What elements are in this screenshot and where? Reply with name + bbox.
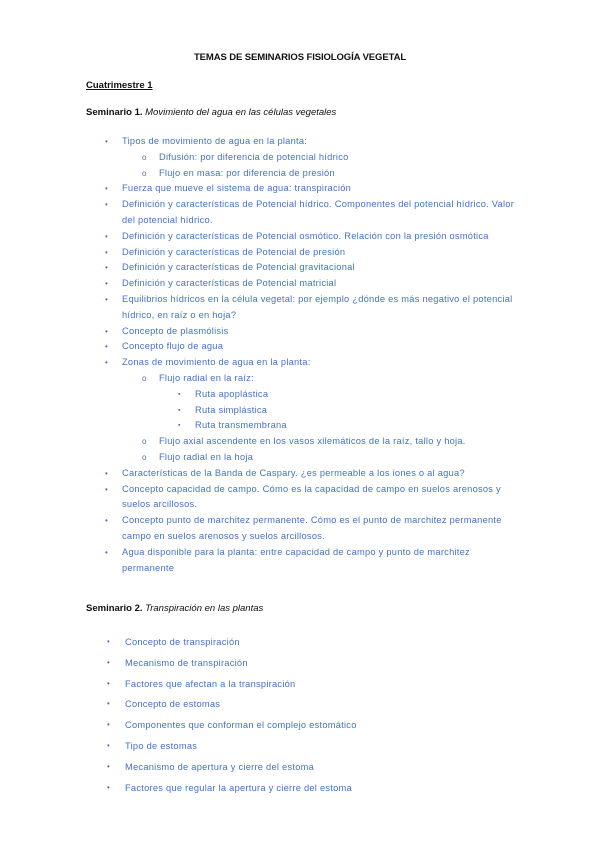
list-item [105,339,515,355]
bullet-icon: • [107,699,111,709]
item-text: Tipos de movimiento de agua en la planta: [122,136,308,146]
circle-bullet-icon: o [142,437,147,447]
item-text: Fuerza que mueve el sistema de agua: transpiración [122,183,352,194]
item-text: Agua disponible para la planta: entre capacidad de campo y punto de marchitez permanente [122,546,470,573]
bullet-icon: • [105,137,109,146]
list-item [105,197,515,229]
bullet-icon: • [107,740,111,750]
bullet-icon: • [107,761,111,771]
seminar-label: Seminario 2. [86,603,143,614]
bullet-icon: • [105,294,109,304]
square-bullet-icon: ▪ [178,406,181,414]
item-text: Flujo axial ascendente en los vasos xilemáticos de la raíz, tallo y hoja. [159,436,466,447]
bullet-icon: • [107,720,111,730]
item-text: Zonas de movimiento de agua en la planta: [122,357,311,368]
list-item [107,694,507,715]
item-text: Definición y características de Potencial osmótico. Relación con la presión osmótica [122,230,489,241]
list-item [107,778,507,799]
item-text: Factores que regular la apertura y cierre del estoma [125,782,352,793]
bullet-icon: • [105,200,109,210]
item-text: Flujo radial en la raíz: [159,372,254,383]
item-text: Concepto de plasmólisis [122,325,229,336]
item-text: Concepto capacidad de campo. Cómo es la capacidad de campo en suelos arenosos y suelos arcillosos. [122,483,501,510]
bullet-icon: • [105,484,109,494]
seminar-1-list [105,134,515,576]
seminar-1-heading [86,107,336,118]
list-item [105,545,515,577]
item-text: Componentes que conforman el complejo estomático [125,720,357,731]
circle-bullet-icon: o [142,152,147,162]
bullet-icon: • [105,247,109,257]
item-text: Definición y características de Potencial matricial [122,278,337,289]
list-item [107,674,507,695]
item-text: Concepto punto de marchitez permanente. Cómo es el punto de marchitez permanente campo en suelos arenosos y suelos arcillosos. [122,515,502,541]
item-text: Ruta apoplástica [195,388,269,399]
seminar-2-heading [86,603,263,614]
list-item [105,229,515,245]
item-text: Mecanismo de apertura y cierre del estoma [125,761,315,772]
item-text: Flujo en masa: por diferencia de presión [159,167,335,178]
list-item [107,736,507,757]
item-text: Concepto de transpiración [125,637,240,647]
list-item [107,653,507,674]
list-item [105,166,515,182]
item-text: Flujo radial en la hoja [159,451,254,462]
list-item [105,150,515,166]
list-item [105,450,515,466]
bullet-icon: • [105,342,109,352]
item-text: Definición y características de Potencial de presión [122,246,346,257]
list-item [105,181,515,197]
list-item [105,276,515,292]
item-text: Tipo de estomas [125,740,198,751]
bullet-icon: • [105,184,109,194]
seminar-2-list [107,632,507,798]
list-item [105,260,515,276]
item-text: Concepto flujo de agua [122,341,224,352]
item-text: Mecanismo de transpiración [125,657,248,668]
bullet-icon: • [105,547,109,557]
list-item [105,371,515,434]
bullet-icon: • [105,516,109,526]
bullet-icon: • [107,657,111,667]
bullet-icon: • [107,678,111,688]
bullet-icon: • [105,326,109,336]
list-item [105,387,515,403]
bullet-icon: • [105,263,109,273]
seminar-topic: Movimiento del agua en las células vegetales [145,107,337,118]
bullet-icon: • [105,279,109,289]
item-text: Equilibrios hídricos en la célula vegetal: por ejemplo ¿dónde es más negativo el potencial hídrico, en raíz o en hoja? [122,293,513,320]
item-text: Difusión: por diferencia de potencial hídrico [159,151,349,162]
list-item [105,513,515,545]
document-title: TEMAS DE SEMINARIOS FISIOLOGÍA VEGETAL [193,52,407,63]
seminar-label: Seminario 1. [86,107,143,118]
bullet-icon: • [107,637,111,646]
list-item [105,245,515,261]
circle-bullet-icon: o [142,452,147,462]
list-item [105,403,515,419]
bullet-icon: • [105,231,109,241]
item-text: Ruta simplástica [195,404,268,415]
item-text: Ruta transmembrana [195,420,287,431]
item-text: Factores que afectan a la transpiración [125,678,296,689]
item-text: Características de la Banda de Caspary. ¿es permeable a los iones o al agua? [122,467,465,478]
square-bullet-icon: ▪ [178,390,181,398]
seminar-topic: Transpiración en las plantas [145,603,264,614]
item-text: Definición y características de Potencial hídrico. Componentes del potencial hídrico. Valor del potencial hídrico. [122,199,515,225]
item-text: Definición y características de Potencial gravitacional [122,262,355,273]
list-item [107,715,507,736]
bullet-icon: • [105,358,109,368]
list-item [105,324,515,340]
list-item [105,418,515,434]
circle-bullet-icon: o [142,168,147,178]
list-item [107,632,507,653]
item-text: Concepto de estomas [125,699,221,710]
list-item [107,757,507,778]
circle-bullet-icon: o [142,373,147,383]
list-item [105,134,515,181]
list-item [105,466,515,482]
bullet-icon: • [107,782,111,792]
list-item [105,355,515,466]
list-item [105,482,515,514]
bullet-icon: • [105,468,109,478]
square-bullet-icon: ▪ [178,422,181,430]
list-item [105,434,515,450]
list-item [105,292,515,324]
section-heading: Cuatrimestre 1 [86,80,153,91]
